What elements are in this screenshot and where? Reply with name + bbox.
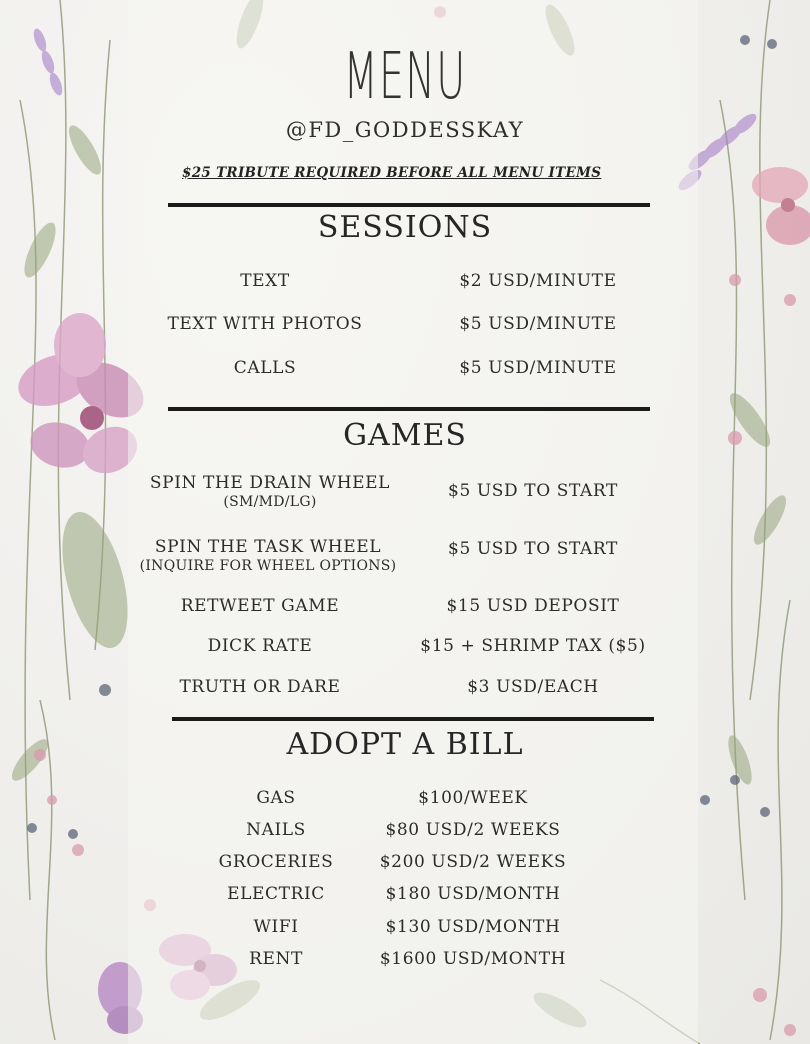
game-name-detail: (SM/MD/LG) [223, 494, 317, 510]
bills-heading: ADOPT A BILL [286, 727, 524, 762]
bill-price: $1600 USD/MONTH [379, 949, 567, 969]
bill-price: $130 USD/MONTH [385, 917, 561, 937]
game-name: TRUTH OR DARE [179, 677, 341, 697]
game-name [118, 536, 418, 575]
game-price: $3 USD/EACH [467, 677, 599, 697]
bill-name: GROCERIES [218, 852, 334, 872]
menu-title: MENU [343, 40, 467, 114]
bill-price: $100/WEEK [418, 788, 528, 808]
bill-price: $80 USD/2 WEEKS [385, 820, 561, 840]
game-name: DICK RATE [207, 636, 313, 656]
session-name: TEXT [240, 271, 290, 291]
section-divider [168, 203, 650, 207]
game-name: RETWEET GAME [180, 596, 340, 616]
session-price: $5 USD/MINUTE [459, 314, 617, 334]
game-name [120, 472, 420, 511]
game-price: $15 + SHRIMP TAX ($5) [420, 636, 646, 656]
bill-name: GAS [256, 788, 296, 808]
session-price: $2 USD/MINUTE [459, 271, 617, 291]
bill-name: RENT [249, 949, 303, 969]
game-name-label: SPIN THE TASK WHEEL [154, 537, 382, 557]
bill-price: $180 USD/MONTH [385, 884, 561, 904]
game-name-detail: (INQUIRE FOR WHEEL OPTIONS) [139, 558, 397, 574]
bill-price: $200 USD/2 WEEKS [379, 852, 567, 872]
game-price: $5 USD TO START [448, 539, 618, 559]
session-name: TEXT WITH PHOTOS [167, 314, 363, 334]
section-divider [168, 407, 650, 411]
game-price: $5 USD TO START [448, 481, 618, 501]
session-price: $5 USD/MINUTE [459, 358, 617, 378]
social-handle: @FD_GODDESSKAY [285, 118, 525, 142]
sessions-heading: SESSIONS [317, 210, 493, 245]
bill-name: NAILS [246, 820, 306, 840]
games-heading: GAMES [343, 418, 467, 453]
section-divider [172, 717, 654, 721]
game-price: $15 USD DEPOSIT [446, 596, 620, 616]
game-name-label: SPIN THE DRAIN WHEEL [149, 473, 391, 493]
session-name: CALLS [233, 358, 297, 378]
bill-name: WIFI [253, 917, 299, 937]
tribute-note: $25 TRIBUTE REQUIRED BEFORE ALL MENU ITEMS [182, 165, 602, 181]
bill-name: ELECTRIC [227, 884, 325, 904]
